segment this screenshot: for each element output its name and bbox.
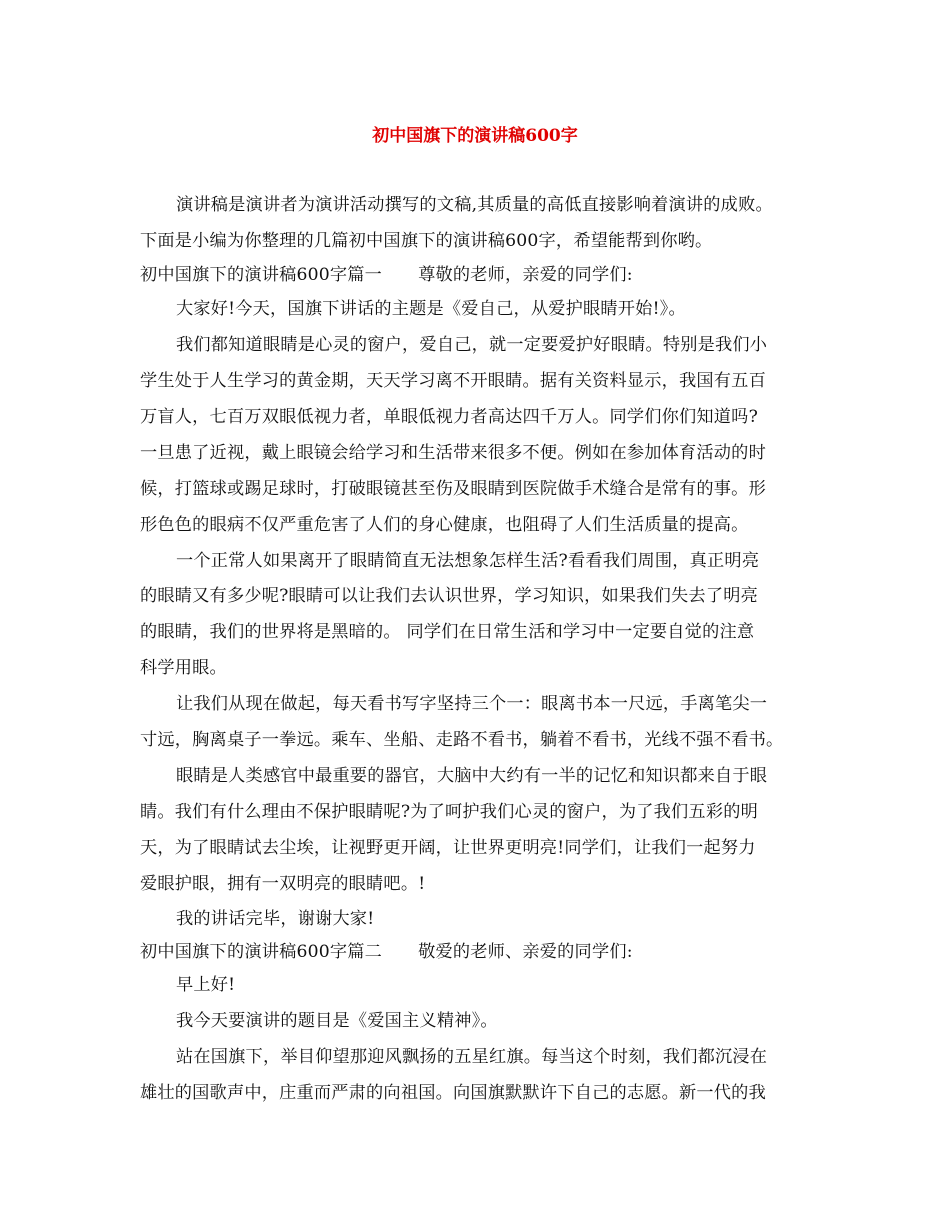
paragraph-line: 让我们从现在做起，每天看书写字坚持三个一：眼离书本一尺远，手离笔尖一 (176, 694, 768, 714)
paragraph-line: 学生处于人生学习的黄金期，天天学习离不开眼睛。据有关资料显示，我国有五百 (140, 371, 766, 391)
paragraph-line: 眼睛是人类感官中最重要的器官，大脑中大约有一半的记忆和知识都来自于眼 (176, 766, 768, 786)
paragraph-line: 站在国旗下，举目仰望那迎风飘扬的五星红旗。每当这个时刻，我们都沉浸在 (176, 1047, 768, 1067)
salutation: 敬爱的老师、亲爱的同学们: (418, 942, 633, 962)
section-heading-line (140, 940, 633, 964)
paragraph-line: 雄壮的国歌声中，庄重而严肃的向祖国。向国旗默默许下自己的志愿。新一代的我 (140, 1083, 766, 1103)
paragraph-line: 我今天要演讲的题目是《爱国主义精神》。 (176, 1011, 498, 1031)
paragraph-line: 万盲人，七百万双眼低视力者，单眼低视力者高达四千万人。同学们你们知道吗? (140, 407, 758, 427)
paragraph-line: 天，为了眼睛试去尘埃，让视野更开阔，让世界更明亮!同学们，让我们一起努力 (140, 838, 756, 858)
paragraph-line: 爱眼护眼，拥有一双明亮的眼睛吧。! (140, 874, 426, 894)
paragraph-line: 下面是小编为你整理的几篇初中国旗下的演讲稿600字，希望能帮到你哟。 (140, 231, 713, 251)
paragraph-line: 候，打篮球或踢足球时，打破眼镜甚至伤及眼睛到医院做手术缝合是常有的事。形 (140, 479, 766, 499)
paragraph-line: 的眼睛，我们的世界将是黑暗的。 同学们在日常生活和学习中一定要自觉的注意 (140, 622, 755, 642)
section-heading-line (140, 263, 633, 287)
paragraph-line: 寸远，胸离桌子一拳远。乘车、坐船、走路不看书，躺着不看书，光线不强不看书。 (140, 730, 784, 750)
paragraph-line: 我们都知道眼睛是心灵的窗户，爱自己，就一定要爱护好眼睛。特别是我们小 (176, 335, 768, 355)
paragraph-line: 睛。我们有什么理由不保护眼睛呢?为了呵护我们心灵的窗户，为了我们五彩的明 (140, 802, 758, 822)
section-heading: 初中国旗下的演讲稿600字篇一 (140, 265, 383, 285)
paragraph-line: 一个正常人如果离开了眼睛简直无法想象怎样生活?看看我们周围，真正明亮 (176, 551, 760, 571)
document-title: 初中国旗下的演讲稿600字 (372, 126, 578, 146)
paragraph-line: 大家好!今天，国旗下讲话的主题是《爱自己，从爱护眼睛开始!》。 (176, 299, 686, 319)
paragraph-line: 一旦患了近视，戴上眼镜会给学习和生活带来很多不便。例如在参加体育活动的时 (140, 443, 766, 463)
paragraph-line: 演讲稿是演讲者为演讲活动撰写的文稿,其质量的高低直接影响着演讲的成败。 (176, 195, 773, 215)
paragraph-line: 我的讲话完毕，谢谢大家! (176, 909, 375, 929)
section-heading: 初中国旗下的演讲稿600字篇二 (140, 942, 383, 962)
paragraph-line: 形色色的眼病不仅严重危害了人们的身心健康，也阻碍了人们生活质量的提高。 (140, 515, 749, 535)
paragraph-line: 科学用眼。 (140, 658, 227, 678)
paragraph-line: 的眼睛又有多少呢?眼睛可以让我们去认识世界，学习知识，如果我们失去了明亮 (140, 586, 758, 606)
paragraph-line: 早上好! (176, 975, 236, 995)
salutation: 尊敬的老师，亲爱的同学们: (418, 265, 633, 285)
